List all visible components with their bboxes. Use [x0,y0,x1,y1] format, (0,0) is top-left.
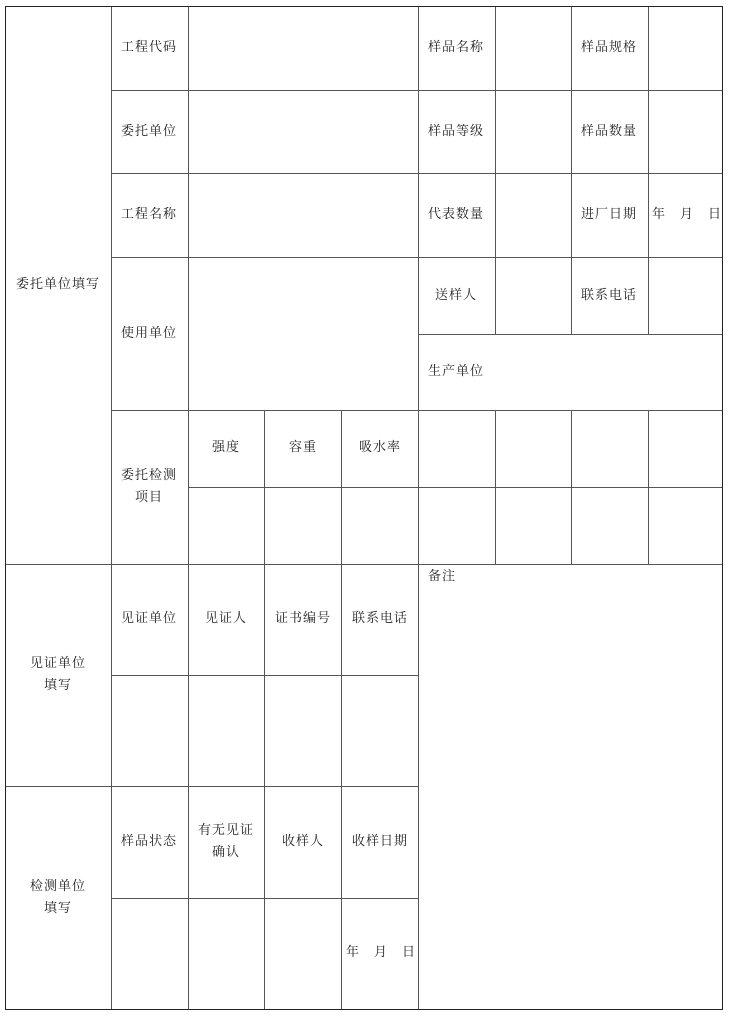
test-item-density: 容重 [288,440,318,455]
entry-date-month: 月 [680,207,695,222]
project-name-label: 工程名称 [120,207,178,222]
section-testing-label: 检测单位填写 [29,879,86,916]
sample-grade-label: 样品等级 [427,124,485,139]
col-line [495,410,496,564]
sample-name-label: 样品名称 [427,40,485,55]
sample-status-field[interactable] [112,899,188,1010]
producer-field[interactable] [496,335,723,410]
section-witness-label: 见证单位填写 [29,656,86,693]
witness-unit-field[interactable] [112,676,188,786]
remarks-field[interactable] [419,592,723,1010]
remarks-label: 备注 [428,569,457,584]
col-line [111,7,112,1010]
client-unit-field[interactable] [189,91,418,173]
receiver-field[interactable] [265,899,341,1010]
col-line [648,410,649,564]
sample-status-label: 样品状态 [120,834,178,849]
user-unit-field[interactable] [189,258,418,410]
cert-no-label: 证书编号 [274,611,332,626]
witness-phone-field[interactable] [342,676,418,786]
section-line [6,564,723,565]
witness-person-field[interactable] [189,676,264,786]
sample-spec-field[interactable] [649,8,723,90]
section-line [6,786,418,787]
witness-confirm-label: 有无见证确认 [197,823,254,860]
receive-date-day: 日 [402,945,417,960]
test-items-label: 委托检测项目 [120,468,177,505]
commission-form [5,6,723,1010]
sender-label: 送样人 [434,288,478,303]
entry-date-label: 进厂日期 [580,207,638,222]
witness-unit-label: 见证单位 [120,611,178,626]
col-line [571,7,572,334]
sample-name-field[interactable] [496,8,571,90]
producer-label: 生产单位 [427,364,485,379]
represent-qty-label: 代表数量 [427,207,485,222]
sample-qty-field[interactable] [649,91,723,173]
represent-qty-field[interactable] [496,174,571,257]
sample-spec-label: 样品规格 [580,40,638,55]
receive-date-label: 收样日期 [351,834,409,849]
client-unit-label: 委托单位 [120,124,178,139]
project-name-field[interactable] [189,174,418,257]
contact-phone-field[interactable] [649,258,723,334]
entry-date-day: 日 [708,207,723,222]
witness-confirm-field[interactable] [189,899,264,1010]
cert-no-field[interactable] [265,676,341,786]
receive-date-month: 月 [374,945,389,960]
col-line [571,410,572,564]
sample-grade-field[interactable] [496,91,571,173]
test-item-strength: 强度 [211,440,241,455]
row-line [111,410,723,411]
sample-qty-label: 样品数量 [580,124,638,139]
receiver-label: 收样人 [281,834,325,849]
witness-person-label: 见证人 [204,611,248,626]
test-item-absorption: 吸水率 [358,440,402,455]
contact-phone-label: 联系电话 [580,288,638,303]
entry-date-year: 年 [652,207,667,222]
receive-date-year: 年 [346,945,361,960]
project-code-field[interactable] [189,8,418,90]
user-unit-label: 使用单位 [120,326,178,341]
row-line [188,487,723,488]
sender-field[interactable] [496,258,571,334]
project-code-label: 工程代码 [120,40,178,55]
section-client-label: 委托单位填写 [15,277,101,292]
witness-phone-label: 联系电话 [351,611,409,626]
